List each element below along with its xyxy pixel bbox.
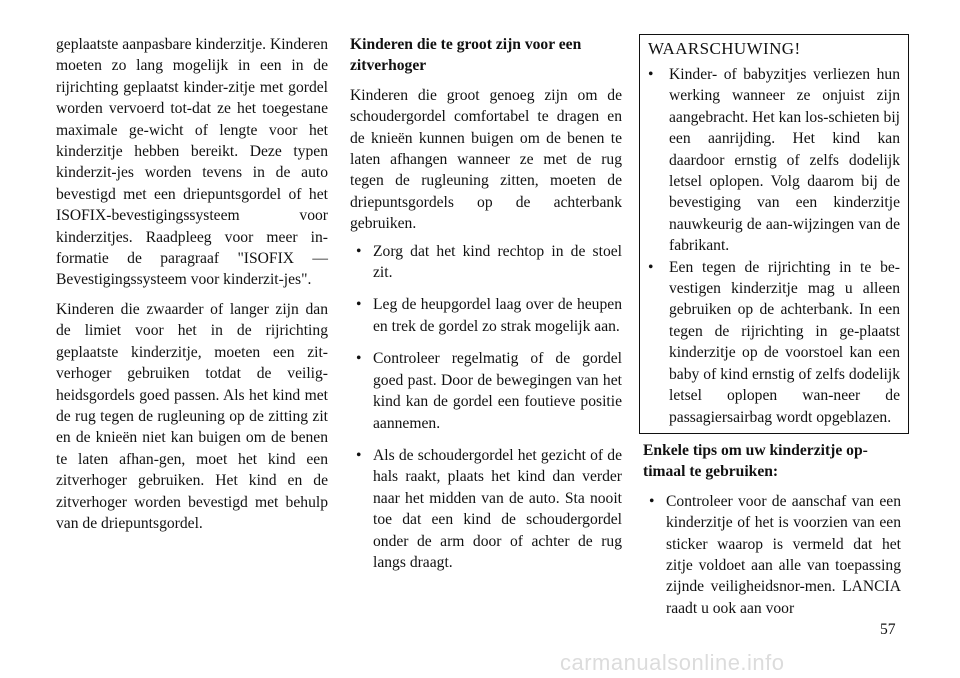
- column-middle: [350, 34, 622, 584]
- paragraph: Kinderen die groot genoeg zijn om de schoudergordel comfortabel te dragen en de knieën kunnen buigen om de benen te laten afhangen wanneer ze met de rug tegen de rugleuning zitten, moeten de driepuntsgordels op de achterbank gebruiken.: [350, 86, 622, 233]
- paragraph: Kinderen die zwaarder of langer zijn dan de limiet voor het in de rijrichting geplaatste kinderzitje, moeten een zit-verhoger gebruiken totdat de veilig-heidsgordels goed passen. Als het kind met de rug tegen de rugleuning op de zitting zit en de knieën niet kan buigen om de benen te laten afhan-gen, moet het kind een zitverhoger gebruiken. Het kind en de zitverhoger worden bevestigd met behulp van de driepuntsgordel.: [56, 300, 328, 532]
- warning-box: [639, 34, 909, 434]
- list-item: • Controleer regelmatig of de gordel goed past. Door de bewegingen van het kind kan de gordel een foutieve positie aannemen.: [350, 348, 622, 434]
- bullet-list: [350, 241, 622, 574]
- warning-list: [648, 64, 900, 428]
- watermark: carmanualsonline.info: [560, 650, 785, 675]
- bullet-list: [643, 491, 901, 619]
- section-heading: Enkele tips om uw kinderzitje op-timaal te gebruiken:: [643, 441, 868, 481]
- column-left: [56, 34, 328, 534]
- page-number: 57: [880, 621, 896, 638]
- warning-title: WAARSCHUWING!: [648, 39, 801, 58]
- column-right: [643, 34, 901, 630]
- paragraph: geplaatste aanpasbare kinderzitje. Kinderen moeten zo lang mogelijk in een in de rijrichting geplaatst kinder-zitje met gordel worden vervoerd tot-dat ze het toegestane maximale ge-wicht of lengte voor het kinderzitje hebben bereikt. Deze typen kinderzit-jes worden tevens in de auto bevestigd met een driepuntsgordel of het ISOFIX-bevestigingssysteem voor kinderzitjes. Raadpleeg voor meer in-formatie de paragraaf "ISOFIX — Bevestigingssysteem voor kinderzit-jes".: [56, 36, 328, 289]
- list-item: • Als de schoudergordel het gezicht of de hals raakt, plaats het kind dan verder naar het midden van de auto. Sta nooit toe dat een kind de schoudergordel onder de arm door of achter de rug langs draagt.: [350, 445, 622, 573]
- list-item: • Leg de heupgordel laag over de heupen en trek de gordel zo strak mogelijk aan.: [350, 294, 622, 337]
- list-item: • Zorg dat het kind rechtop in de stoel zit.: [350, 241, 622, 284]
- section-heading: Kinderen die te groot zijn voor een zitverhoger: [350, 36, 582, 75]
- list-item: • Controleer voor de aanschaf van een kinderzitje of het is voorzien van een sticker waarop is vermeld dat het zitje voldoet aan alle van toepassing zijnde veiligheidsnor-men. LANCIA raadt u ook aan voor: [643, 491, 901, 619]
- list-item: • Kinder- of babyzitjes verliezen hun werking wanneer ze onjuist zijn aangebracht. Het kan los-schieten bij een aanrijding. Het kind kan daardoor ernstig of zelfs dodelijk letsel oplopen. Volg daarom bij de bevestiging van een kinderzitje nauwkeurig de aan-wijzingen van de fabrikant.: [648, 64, 900, 257]
- list-item: • Een tegen de rijrichting in te be-vestigen kinderzitje mag u alleen gebruiken op de achterbank. In een tegen de rijrichting in ge-plaatst kinderzitje op de voorstoel kan een baby of kind ernstig of zelfs dodelijk letsel oplopen wan-neer de passagiersairbag wordt opgeblazen.: [648, 257, 900, 428]
